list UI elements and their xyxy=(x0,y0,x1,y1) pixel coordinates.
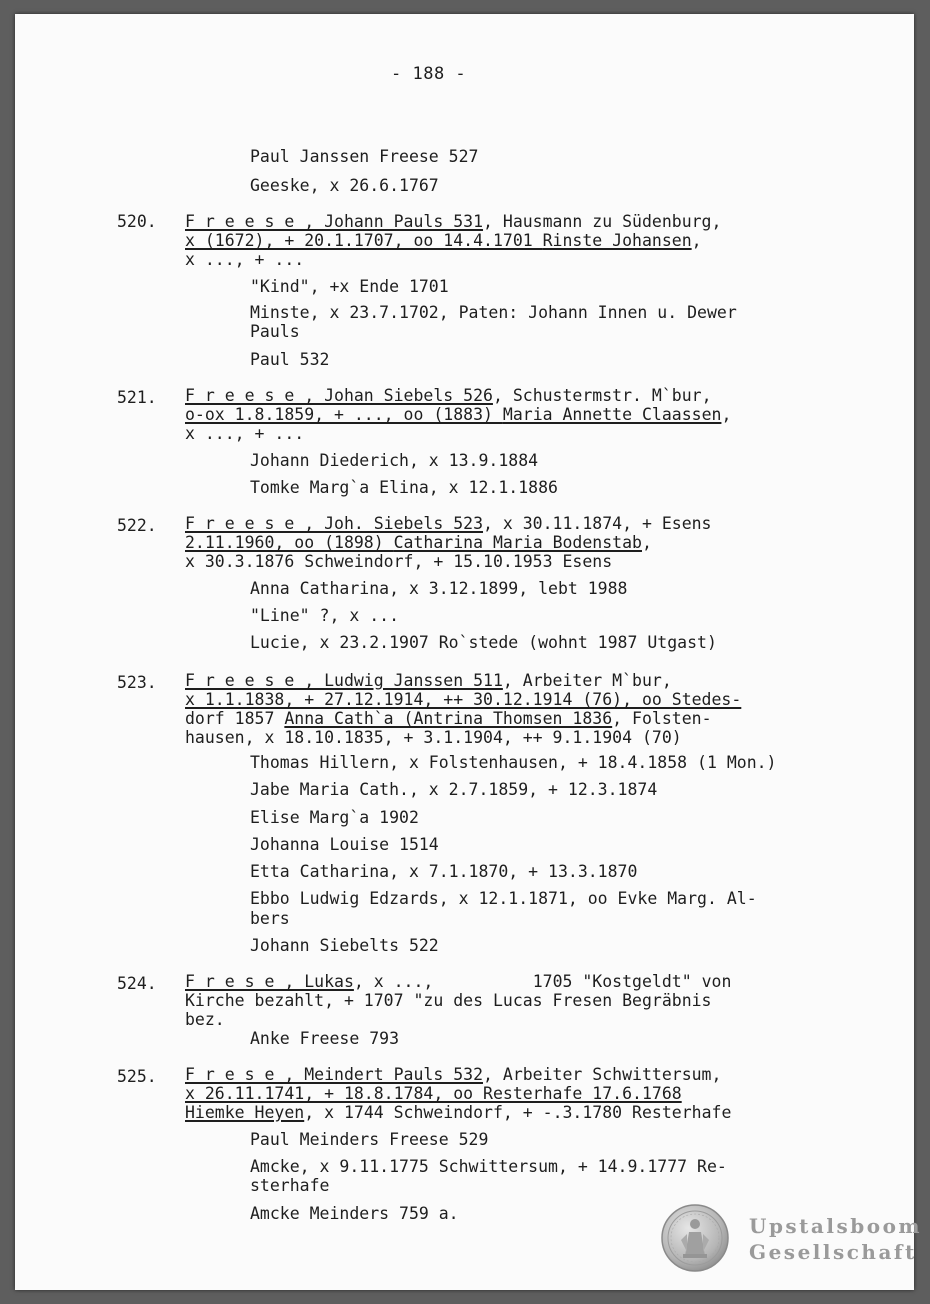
society-name-line2: Gesellschaft xyxy=(749,1240,917,1264)
child-line: Paul 532 xyxy=(250,350,330,369)
spouse-name: Catharina Maria Bodenstab xyxy=(393,533,642,552)
entry-heading: F r e s e , Lukas, x ..., 1705 "Kostgeldt" von xyxy=(185,972,732,991)
child-line: Johann Diederich, x 13.9.1884 xyxy=(250,451,539,470)
entry-number: 522. xyxy=(117,516,157,535)
entry-line: bez. xyxy=(185,1010,225,1029)
entry-line: Kirche bezahlt, + 1707 "zu des Lucas Fresen Begräbnis xyxy=(185,991,712,1010)
child-line: Thomas Hillern, x Folstenhausen, + 18.4.1858 (1 Mon.) xyxy=(250,753,777,772)
entry-name: F r e s e , Meindert Pauls 532 xyxy=(185,1065,484,1084)
child-line: Lucie, x 23.2.1907 Ro`stede (wohnt 1987 Utgast) xyxy=(250,633,717,652)
entry-line: o-ox 1.8.1859, + ..., oo (1883) Maria Annette Claassen, xyxy=(185,405,732,424)
entry-name: F r e s e , Lukas xyxy=(185,972,354,991)
entry-name: F r e e s e , Ludwig Janssen 511 xyxy=(185,671,503,690)
seal-icon xyxy=(661,1204,729,1272)
page-number: - 188 - xyxy=(391,64,467,84)
child-line: Etta Catharina, x 7.1.1870, + 13.3.1870 xyxy=(250,862,638,881)
entry-line: Hiemke Heyen, x 1744 Schweindorf, + -.3.1780 Resterhafe xyxy=(185,1103,732,1122)
spouse-name: Anna Cath`a (Antrina Thomsen 1836 xyxy=(284,709,613,728)
child-line: bers xyxy=(250,909,290,928)
spouse-name: Rinste Johansen xyxy=(542,231,692,250)
entry-line: dorf 1857 Anna Cath`a (Antrina Thomsen 1836, Folsten- xyxy=(185,709,712,728)
child-line: Anke Freese 793 xyxy=(250,1029,400,1048)
society-logo xyxy=(661,1204,923,1274)
child-line: Geeske, x 26.6.1767 xyxy=(250,176,439,195)
child-line: Paul Meinders Freese 529 xyxy=(250,1130,489,1149)
child-line: "Line" ?, x ... xyxy=(250,606,400,625)
child-line: Jabe Maria Cath., x 2.7.1859, + 12.3.1874 xyxy=(250,780,658,799)
entry-heading: F r e e s e , Johann Pauls 531, Hausmann zu Südenburg, xyxy=(185,212,722,231)
child-line: Amcke, x 9.11.1775 Schwittersum, + 14.9.1777 Re- xyxy=(250,1157,727,1176)
entry-heading: F r e e s e , Johan Siebels 526, Schustermstr. M`bur, xyxy=(185,386,712,405)
entry-heading: F r e s e , Meindert Pauls 532, Arbeiter Schwittersum, xyxy=(185,1065,722,1084)
entry-line: x 30.3.1876 Schweindorf, + 15.10.1953 Esens xyxy=(185,552,613,571)
entry-name: F r e e s e , Johann Pauls 531 xyxy=(185,212,484,231)
child-line: Paul Janssen Freese 527 xyxy=(250,147,479,166)
entry-heading: F r e e s e , Ludwig Janssen 511, Arbeiter M`bur, xyxy=(185,671,672,690)
child-line: sterhafe xyxy=(250,1176,330,1195)
entry-number: 525. xyxy=(117,1067,157,1086)
entry-number: 523. xyxy=(117,673,157,692)
child-line: Minste, x 23.7.1702, Paten: Johann Innen u. Dewer xyxy=(250,303,737,322)
entry-name: F r e e s e , Johan Siebels 526 xyxy=(185,386,493,405)
child-line: "Kind", +x Ende 1701 xyxy=(250,277,449,296)
entry-line: x (1672), + 20.1.1707, oo 14.4.1701 Rinste Johansen, xyxy=(185,231,702,250)
child-line: Johanna Louise 1514 xyxy=(250,835,439,854)
child-line: Ebbo Ludwig Edzards, x 12.1.1871, oo Evke Marg. Al- xyxy=(250,889,757,908)
child-line: Tomke Marg`a Elina, x 12.1.1886 xyxy=(250,478,558,497)
child-line: Amcke Meinders 759 a. xyxy=(250,1204,459,1223)
entry-number: 521. xyxy=(117,388,157,407)
child-line: Elise Marg`a 1902 xyxy=(250,808,419,827)
child-line: Pauls xyxy=(250,322,300,341)
child-line: Anna Catharina, x 3.12.1899, lebt 1988 xyxy=(250,579,628,598)
spouse-name: Hiemke Heyen xyxy=(185,1103,305,1122)
entry-line: x ..., + ... xyxy=(185,250,305,269)
child-line: Johann Siebelts 522 xyxy=(250,936,439,955)
entry-number: 520. xyxy=(117,212,157,231)
entry-line: 2.11.1960, oo (1898) Catharina Maria Bodenstab, xyxy=(185,533,652,552)
entry-name: F r e e s e , Joh. Siebels 523 xyxy=(185,514,484,533)
entry-line: x 26.11.1741, + 18.8.1784, oo Resterhafe 17.6.1768 xyxy=(185,1084,682,1103)
entry-line: x 1.1.1838, + 27.12.1914, ++ 30.12.1914 (76), oo Stedes- xyxy=(185,690,742,709)
entry-line: x ..., + ... xyxy=(185,424,305,443)
spouse-name: Maria Annette Claassen xyxy=(502,405,722,424)
entry-line: hausen, x 18.10.1835, + 3.1.1904, ++ 9.1.1904 (70) xyxy=(185,728,682,747)
entry-heading: F r e e s e , Joh. Siebels 523, x 30.11.1874, + Esens xyxy=(185,514,712,533)
entry-number: 524. xyxy=(117,974,157,993)
society-name-line1: Upstalsboom xyxy=(749,1214,923,1238)
